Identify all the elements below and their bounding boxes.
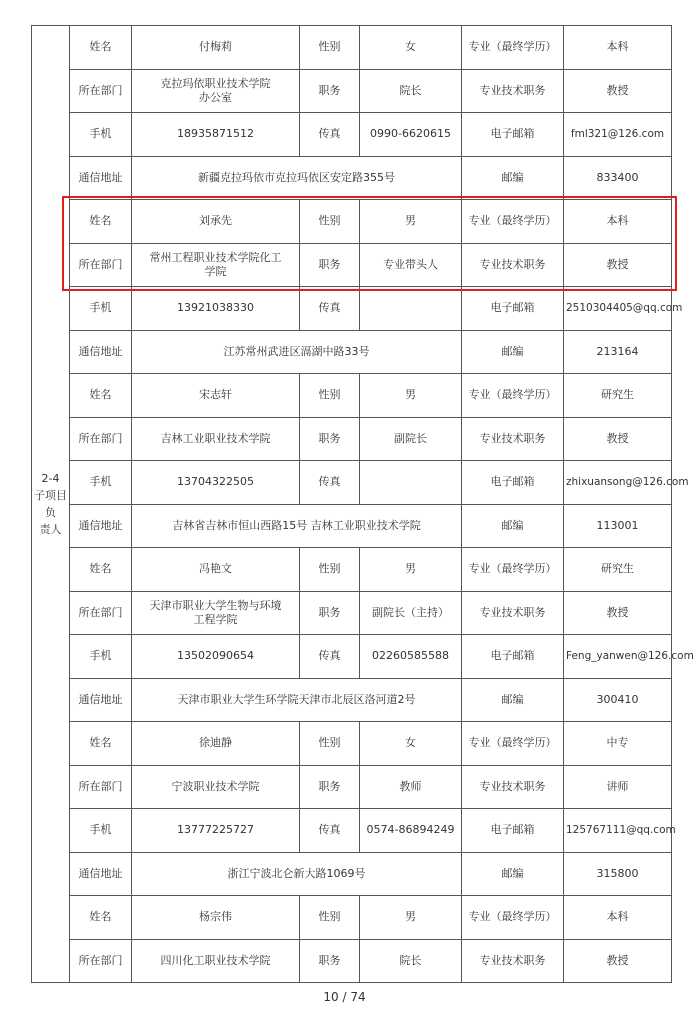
position-label: 职务 — [300, 69, 360, 113]
person-name: 刘承先 — [132, 200, 300, 244]
person-gender: 男 — [360, 896, 462, 940]
row-dept — [32, 939, 672, 983]
person-gender: 男 — [360, 548, 462, 592]
position-label: 职务 — [300, 243, 360, 287]
row-phone — [32, 461, 672, 505]
person-email: 2510304405@qq.com — [564, 287, 672, 331]
person-title: 教授 — [564, 69, 672, 113]
person-postcode: 300410 — [564, 678, 672, 722]
person-address: 天津市职业大学生环学院天津市北辰区洛河道2号 — [132, 678, 462, 722]
row-dept — [32, 765, 672, 809]
fax-label: 传真 — [300, 635, 360, 679]
fax-label: 传真 — [300, 287, 360, 331]
person-email: Feng_yanwen@126.com — [564, 635, 672, 679]
person-education: 本科 — [564, 26, 672, 70]
group-label-text: 2-4 子项目负 责人 — [34, 472, 67, 536]
email-label: 电子邮箱 — [462, 809, 564, 853]
person-education: 本科 — [564, 200, 672, 244]
email-label: 电子邮箱 — [462, 461, 564, 505]
gender-label: 性别 — [300, 722, 360, 766]
name-label: 姓名 — [70, 896, 132, 940]
person-education: 研究生 — [564, 548, 672, 592]
dept-label: 所在部门 — [70, 591, 132, 635]
dept-label: 所在部门 — [70, 417, 132, 461]
person-gender: 男 — [360, 200, 462, 244]
row-phone — [32, 287, 672, 331]
person-phone: 13921038330 — [132, 287, 300, 331]
person-email: 125767111@qq.com — [564, 809, 672, 853]
person-education: 研究生 — [564, 374, 672, 418]
major-label: 专业（最终学历） — [462, 548, 564, 592]
postcode-label: 邮编 — [462, 504, 564, 548]
person-address: 浙江宁波北仑新大路1069号 — [132, 852, 462, 896]
person-position: 专业带头人 — [360, 243, 462, 287]
phone-label: 手机 — [70, 461, 132, 505]
address-label: 通信地址 — [70, 678, 132, 722]
address-label: 通信地址 — [70, 156, 132, 200]
person-postcode: 833400 — [564, 156, 672, 200]
person-phone: 18935871512 — [132, 113, 300, 157]
position-label: 职务 — [300, 417, 360, 461]
row-dept — [32, 69, 672, 113]
person-fax — [360, 287, 462, 331]
person-fax — [360, 461, 462, 505]
major-label: 专业（最终学历） — [462, 722, 564, 766]
person-dept: 克拉玛依职业技术学院 办公室 — [132, 69, 300, 113]
phone-label: 手机 — [70, 809, 132, 853]
person-name: 杨宗伟 — [132, 896, 300, 940]
phone-label: 手机 — [70, 287, 132, 331]
person-email: fml321@126.com — [564, 113, 672, 157]
person-education: 本科 — [564, 896, 672, 940]
gender-label: 性别 — [300, 374, 360, 418]
position-label: 职务 — [300, 765, 360, 809]
address-label: 通信地址 — [70, 852, 132, 896]
person-phone: 13704322505 — [132, 461, 300, 505]
person-dept: 四川化工职业技术学院 — [132, 939, 300, 983]
personnel-table — [31, 25, 694, 983]
gender-label: 性别 — [300, 200, 360, 244]
email-label: 电子邮箱 — [462, 635, 564, 679]
dept-label: 所在部门 — [70, 69, 132, 113]
name-label: 姓名 — [70, 722, 132, 766]
person-position: 副院长（主持） — [360, 591, 462, 635]
person-dept: 宁波职业技术学院 — [132, 765, 300, 809]
gender-label: 性别 — [300, 26, 360, 70]
person-name: 宋志轩 — [132, 374, 300, 418]
person-name: 付梅莉 — [132, 26, 300, 70]
person-address: 新疆克拉玛依市克拉玛依区安定路355号 — [132, 156, 462, 200]
row-name — [32, 374, 672, 418]
row-name — [32, 26, 672, 70]
fax-label: 传真 — [300, 461, 360, 505]
major-label: 专业（最终学历） — [462, 200, 564, 244]
row-address — [32, 852, 672, 896]
row-phone — [32, 113, 672, 157]
group-label — [32, 26, 70, 983]
person-title: 讲师 — [564, 765, 672, 809]
row-name — [32, 548, 672, 592]
person-fax: 0574-86894249 — [360, 809, 462, 853]
person-position: 院长 — [360, 939, 462, 983]
title-role-label: 专业技术职务 — [462, 243, 564, 287]
person-gender: 男 — [360, 374, 462, 418]
person-position: 院长 — [360, 69, 462, 113]
row-address — [32, 156, 672, 200]
email-label: 电子邮箱 — [462, 113, 564, 157]
fax-label: 传真 — [300, 809, 360, 853]
row-name — [32, 896, 672, 940]
dept-label: 所在部门 — [70, 243, 132, 287]
postcode-label: 邮编 — [462, 852, 564, 896]
postcode-label: 邮编 — [462, 678, 564, 722]
person-title: 教授 — [564, 417, 672, 461]
name-label: 姓名 — [70, 374, 132, 418]
row-name — [32, 722, 672, 766]
person-education: 中专 — [564, 722, 672, 766]
person-postcode: 113001 — [564, 504, 672, 548]
person-name: 冯艳文 — [132, 548, 300, 592]
row-dept — [32, 417, 672, 461]
person-fax: 0990-6620615 — [360, 113, 462, 157]
title-role-label: 专业技术职务 — [462, 591, 564, 635]
address-label: 通信地址 — [70, 330, 132, 374]
major-label: 专业（最终学历） — [462, 896, 564, 940]
person-dept: 吉林工业职业技术学院 — [132, 417, 300, 461]
person-address: 吉林省吉林市恒山西路15号 吉林工业职业技术学院 — [132, 504, 462, 548]
person-phone: 13777225727 — [132, 809, 300, 853]
position-label: 职务 — [300, 591, 360, 635]
postcode-label: 邮编 — [462, 330, 564, 374]
person-postcode: 315800 — [564, 852, 672, 896]
person-title: 教授 — [564, 591, 672, 635]
row-name — [32, 200, 672, 244]
person-postcode: 213164 — [564, 330, 672, 374]
position-label: 职务 — [300, 939, 360, 983]
row-phone — [32, 809, 672, 853]
person-title: 教授 — [564, 243, 672, 287]
title-role-label: 专业技术职务 — [462, 69, 564, 113]
row-dept — [32, 591, 672, 635]
fax-label: 传真 — [300, 113, 360, 157]
major-label: 专业（最终学历） — [462, 26, 564, 70]
person-name: 徐迪静 — [132, 722, 300, 766]
dept-label: 所在部门 — [70, 939, 132, 983]
phone-label: 手机 — [70, 113, 132, 157]
name-label: 姓名 — [70, 548, 132, 592]
person-dept: 天津市职业大学生物与环境 工程学院 — [132, 591, 300, 635]
person-phone: 13502090654 — [132, 635, 300, 679]
person-dept: 常州工程职业技术学院化工 学院 — [132, 243, 300, 287]
gender-label: 性别 — [300, 548, 360, 592]
person-position: 副院长 — [360, 417, 462, 461]
row-address — [32, 330, 672, 374]
person-email: zhixuansong@126.com — [564, 461, 672, 505]
page-number: 10 / 74 — [323, 990, 366, 1004]
person-gender: 女 — [360, 26, 462, 70]
title-role-label: 专业技术职务 — [462, 765, 564, 809]
title-role-label: 专业技术职务 — [462, 417, 564, 461]
email-label: 电子邮箱 — [462, 287, 564, 331]
title-role-label: 专业技术职务 — [462, 939, 564, 983]
phone-label: 手机 — [70, 635, 132, 679]
row-dept — [32, 243, 672, 287]
major-label: 专业（最终学历） — [462, 374, 564, 418]
row-address — [32, 678, 672, 722]
dept-label: 所在部门 — [70, 765, 132, 809]
row-phone — [32, 635, 672, 679]
name-label: 姓名 — [70, 26, 132, 70]
gender-label: 性别 — [300, 896, 360, 940]
row-address — [32, 504, 672, 548]
person-address: 江苏常州武进区滆湖中路33号 — [132, 330, 462, 374]
postcode-label: 邮编 — [462, 156, 564, 200]
name-label: 姓名 — [70, 200, 132, 244]
address-label: 通信地址 — [70, 504, 132, 548]
person-title: 教授 — [564, 939, 672, 983]
person-position: 教师 — [360, 765, 462, 809]
person-fax: 02260585588 — [360, 635, 462, 679]
person-gender: 女 — [360, 722, 462, 766]
